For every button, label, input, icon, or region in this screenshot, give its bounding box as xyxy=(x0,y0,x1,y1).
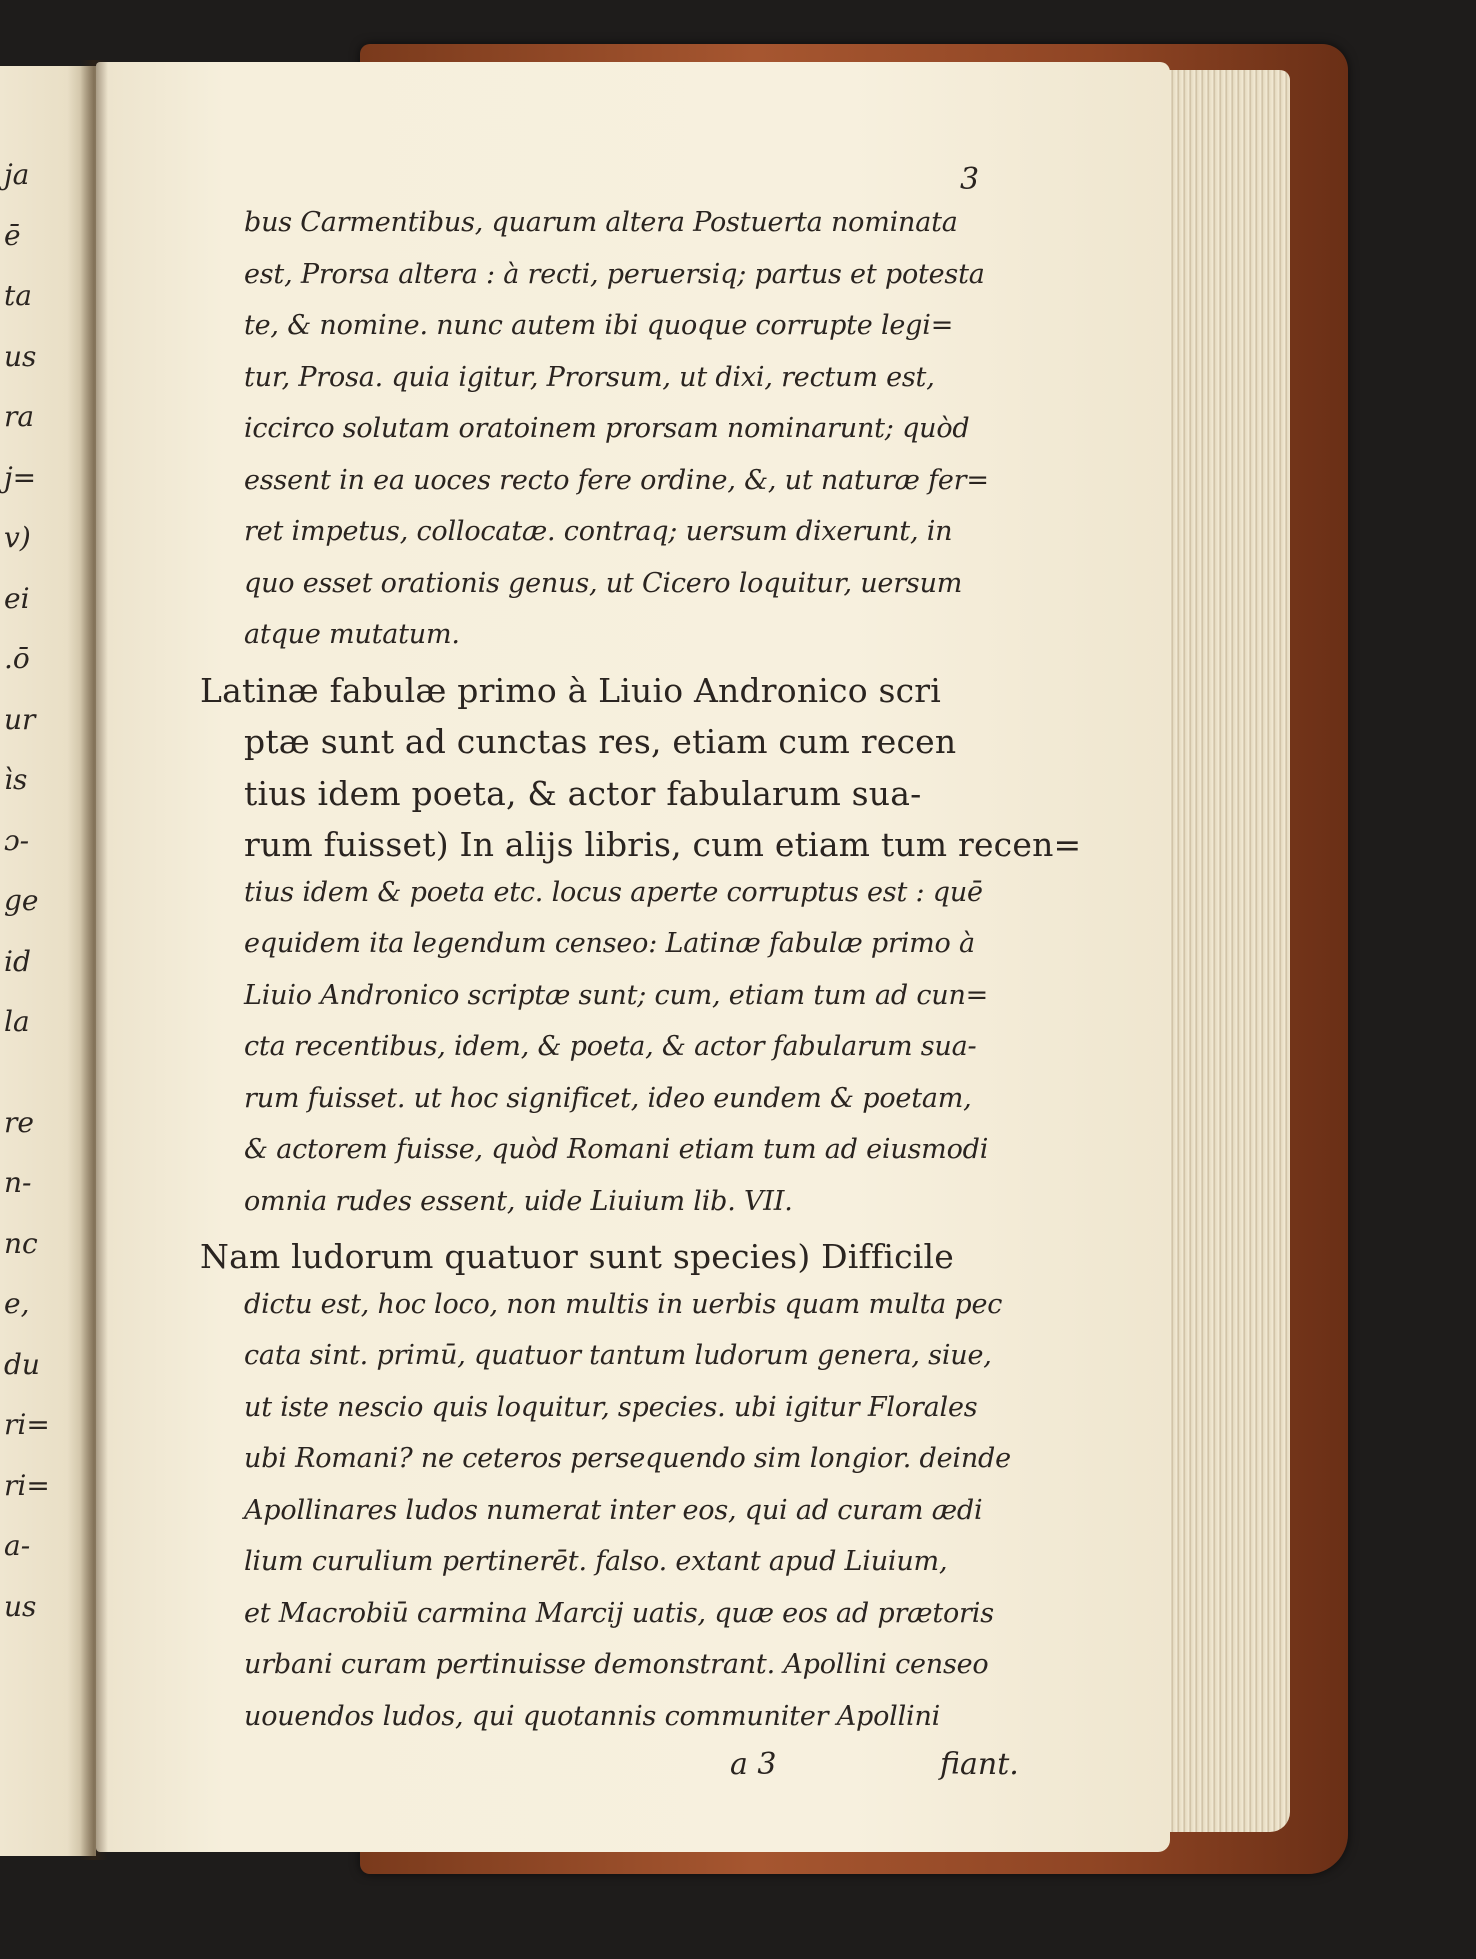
text-line: ret impetus, collocatæ. contraq; uersum dixerunt, in xyxy=(244,516,953,547)
text-line: ubi Romani? ne ceteros persequendo sim longior. deinde xyxy=(244,1443,1011,1474)
text-line: est, Prorsa altera : à recti, peruersiq; partus et potesta xyxy=(244,258,985,290)
left-page-fragment: re xyxy=(4,1105,34,1139)
left-page-fragment: la xyxy=(4,1005,30,1038)
text-line: ptæ sunt ad cunctas res, etiam cum recen xyxy=(244,722,957,761)
left-page-fragment: v) xyxy=(4,521,31,554)
text-line: Nam ludorum quatuor sunt species) Difficile xyxy=(200,1237,955,1276)
left-page-fragment: e, xyxy=(4,1287,30,1320)
left-page-fragment: ta xyxy=(4,279,32,312)
left-page-fragment: us xyxy=(4,339,37,373)
text-line: Apollinares ludos numerat inter eos, qui ad curam ædi xyxy=(244,1494,983,1526)
text-line: dictu est, hoc loco, non multis in uerbis quam multa pec xyxy=(244,1288,1003,1320)
left-page-fragment: nc xyxy=(4,1226,38,1260)
catchword: fiant. xyxy=(940,1747,1019,1782)
signature-mark: a 3 xyxy=(730,1747,777,1782)
left-page-fragment: ri= xyxy=(4,1408,50,1441)
left-page-fragment: ɔ- xyxy=(4,823,30,857)
text-line: quo esset orationis genus, ut Cicero loquitur, uersum xyxy=(244,567,963,599)
text-line: iccirco solutam oratoinem prorsam nominarunt; quòd xyxy=(244,413,970,444)
left-page-fragment: du xyxy=(4,1347,40,1381)
page-number: 3 xyxy=(960,162,980,197)
page-edges xyxy=(1150,70,1290,1832)
left-page-fragment: ei xyxy=(4,581,30,615)
text-line: essent in ea uoces recto fere ordine, &, ut naturæ fer= xyxy=(244,464,989,496)
left-page-fragment: .ō xyxy=(4,642,30,675)
text-line: rum fuisset. ut hoc significet, ideo eundem & poetam, xyxy=(244,1082,972,1114)
text-line: te, & nomine. nunc autem ibi quoque corrupte legi= xyxy=(244,310,954,341)
left-page-fragment: ge xyxy=(4,884,39,917)
text-line: uouendos ludos, qui quotannis communiter Apollini xyxy=(244,1700,941,1732)
text-line: Latinæ fabulæ primo à Liuio Andronico scri xyxy=(200,670,942,710)
text-line: ut iste nescio quis loquitur, species. ubi igitur Florales xyxy=(244,1391,978,1423)
left-page-fragment: j= xyxy=(4,460,37,494)
text-line: equidem ita legendum censeo: Latinæ fabulæ primo à xyxy=(244,928,975,959)
gutter-shadow xyxy=(80,60,108,1860)
left-page-fragment: n- xyxy=(4,1166,32,1199)
text-line: Liuio Andronico scriptæ sunt; cum, etiam tum ad cun= xyxy=(244,979,989,1011)
left-page-fragment: ri= xyxy=(4,1468,50,1502)
text-line: atque mutatum. xyxy=(244,619,460,650)
text-line: tur, Prosa. quia igitur, Prorsum, ut dixi, rectum est, xyxy=(244,361,935,393)
text-line: & actorem fuisse, quòd Romani etiam tum ad eiusmodi xyxy=(244,1134,989,1165)
left-page-fragment: ē xyxy=(4,218,21,252)
left-page-fragment: ur xyxy=(4,702,36,736)
text-line: bus Carmentibus, quarum altera Postuerta nominata xyxy=(244,207,958,238)
text-line: cata sint. primū, quatuor tantum ludorum genera, siue, xyxy=(244,1340,992,1371)
text-line: urbani curam pertinuisse demonstrant. Apollini censeo xyxy=(244,1649,989,1680)
page-footer xyxy=(200,1747,1060,1787)
text-line: lium curulium pertinerēt. falso. extant apud Liuium, xyxy=(244,1546,948,1577)
text-line: tius idem poeta, & actor fabularum sua- xyxy=(244,773,922,813)
text-line: cta recentibus, idem, & poeta, & actor fabularum sua- xyxy=(244,1031,977,1062)
text-line: omnia rudes essent, uide Liuium lib. VII. xyxy=(244,1185,793,1217)
text-line: tius idem & poeta etc. locus aperte corruptus est : quē xyxy=(244,876,983,908)
left-page-fragment: id xyxy=(4,944,31,978)
left-page-fragment: a- xyxy=(4,1529,31,1562)
text-line: et Macrobiū carmina Marcij uatis, quæ eos ad prætoris xyxy=(244,1597,994,1629)
text-block xyxy=(200,162,1082,1782)
left-page-fragment: ra xyxy=(4,400,35,433)
right-page xyxy=(96,62,1170,1852)
left-page-fragment: ja xyxy=(4,158,30,191)
text-line: rum fuisset) In alijs libris, cum etiam tum recen= xyxy=(244,825,1082,864)
left-page-fragment: us xyxy=(4,1589,37,1623)
left-page-fragment: ìs xyxy=(4,763,28,796)
